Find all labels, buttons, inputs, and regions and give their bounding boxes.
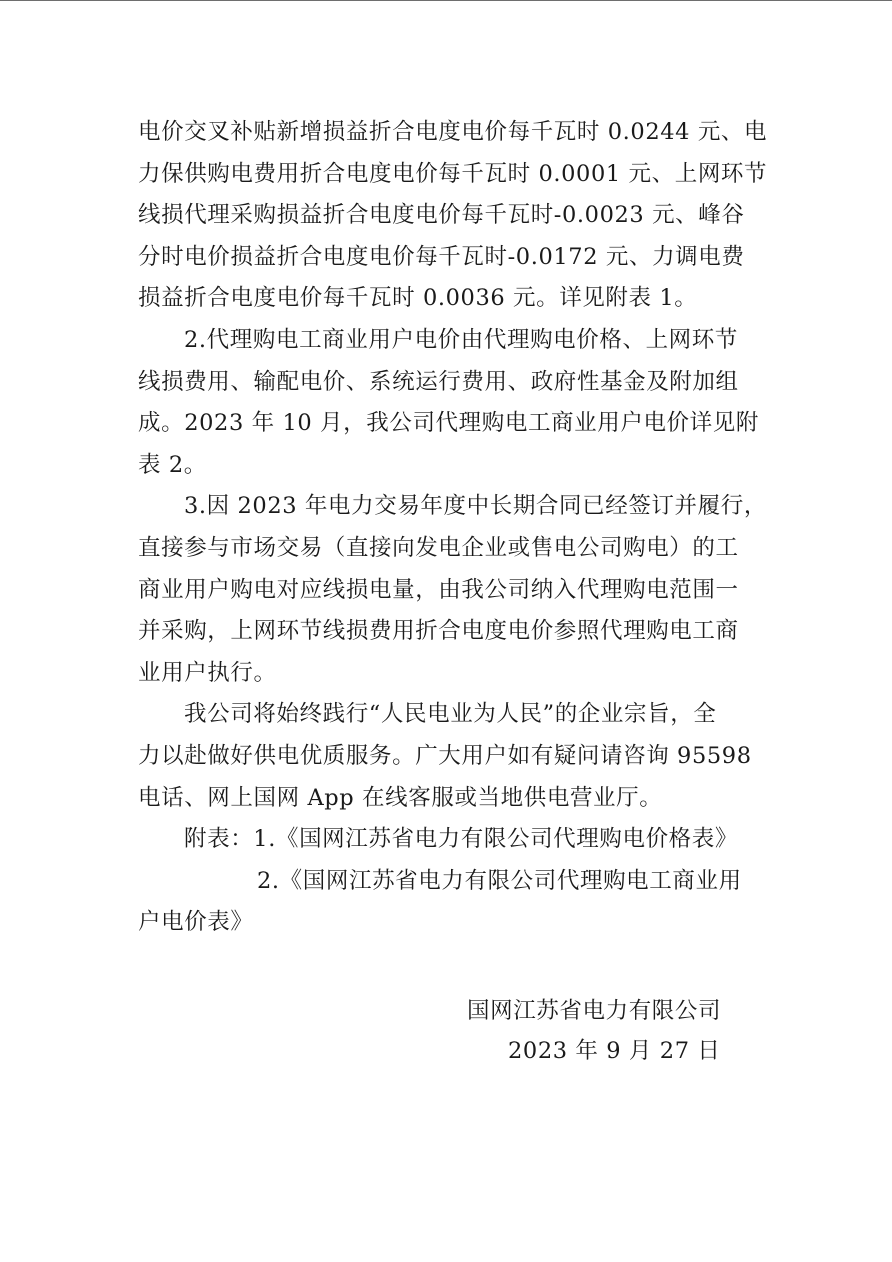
paragraph-4	[138, 694, 760, 819]
attachment-item-1: 附表：1.《国网江苏省电力有限公司代理购电价格表》	[184, 826, 738, 853]
text-line: 并采购，上网环节线损费用折合电度电价参照代理购电工商	[138, 618, 739, 645]
text-line: 线损费用、输配电价、系统运行费用、政府性基金及附加组	[138, 368, 739, 395]
text-line: 电话、网上国网 App 在线客服或当地供电营业厅。	[138, 784, 663, 811]
signature-date: 2023 年 9 月 27 日	[508, 1038, 721, 1064]
page-top-border	[0, 0, 892, 1]
text-line: 商业用户购电对应线损电量，由我公司纳入代理购电范围一	[138, 576, 739, 603]
text-line: 成。2023 年 10 月，我公司代理购电工商业用户电价详见附	[138, 410, 759, 437]
text-line: 业用户执行。	[138, 659, 277, 686]
document-body	[138, 112, 768, 944]
text-line: 电价交叉补贴新增损益折合电度电价每千瓦时 0.0244 元、电	[138, 119, 768, 145]
text-line: 损益折合电度电价每千瓦时 0.0036 元。详见附表 1。	[138, 285, 698, 312]
attachment-item-2-continued: 户电价表》	[138, 909, 254, 936]
text-line: 力以赴做好供电优质服务。广大用户如有疑问请咨询 95598	[138, 742, 752, 769]
paragraph-1	[138, 112, 768, 320]
attachments-list	[138, 819, 760, 944]
signature-company: 国网江苏省电力有限公司	[467, 998, 722, 1024]
text-line: 我公司将始终践行“人民电业为人民”的企业宗旨，全	[184, 701, 717, 728]
attachment-item-2: 2.《国网江苏省电力有限公司代理购电工商业用	[257, 867, 742, 894]
text-line: 分时电价损益折合电度电价每千瓦时-0.0172 元、力调电费	[138, 243, 745, 270]
text-line: 线损代理采购损益折合电度电价每千瓦时-0.0023 元、峰谷	[138, 202, 745, 229]
text-line: 表 2。	[138, 451, 207, 478]
paragraph-2	[138, 320, 760, 486]
text-line: 3.因 2023 年电力交易年度中长期合同已经签订并履行，	[184, 493, 767, 520]
text-line: 直接参与市场交易（直接向发电企业或售电公司购电）的工	[138, 534, 739, 561]
paragraph-3	[138, 486, 767, 694]
text-line: 2.代理购电工商业用户电价由代理购电价格、上网环节	[184, 326, 738, 353]
text-line: 力保供购电费用折合电度电价每千瓦时 0.0001 元、上网环节	[138, 160, 768, 187]
